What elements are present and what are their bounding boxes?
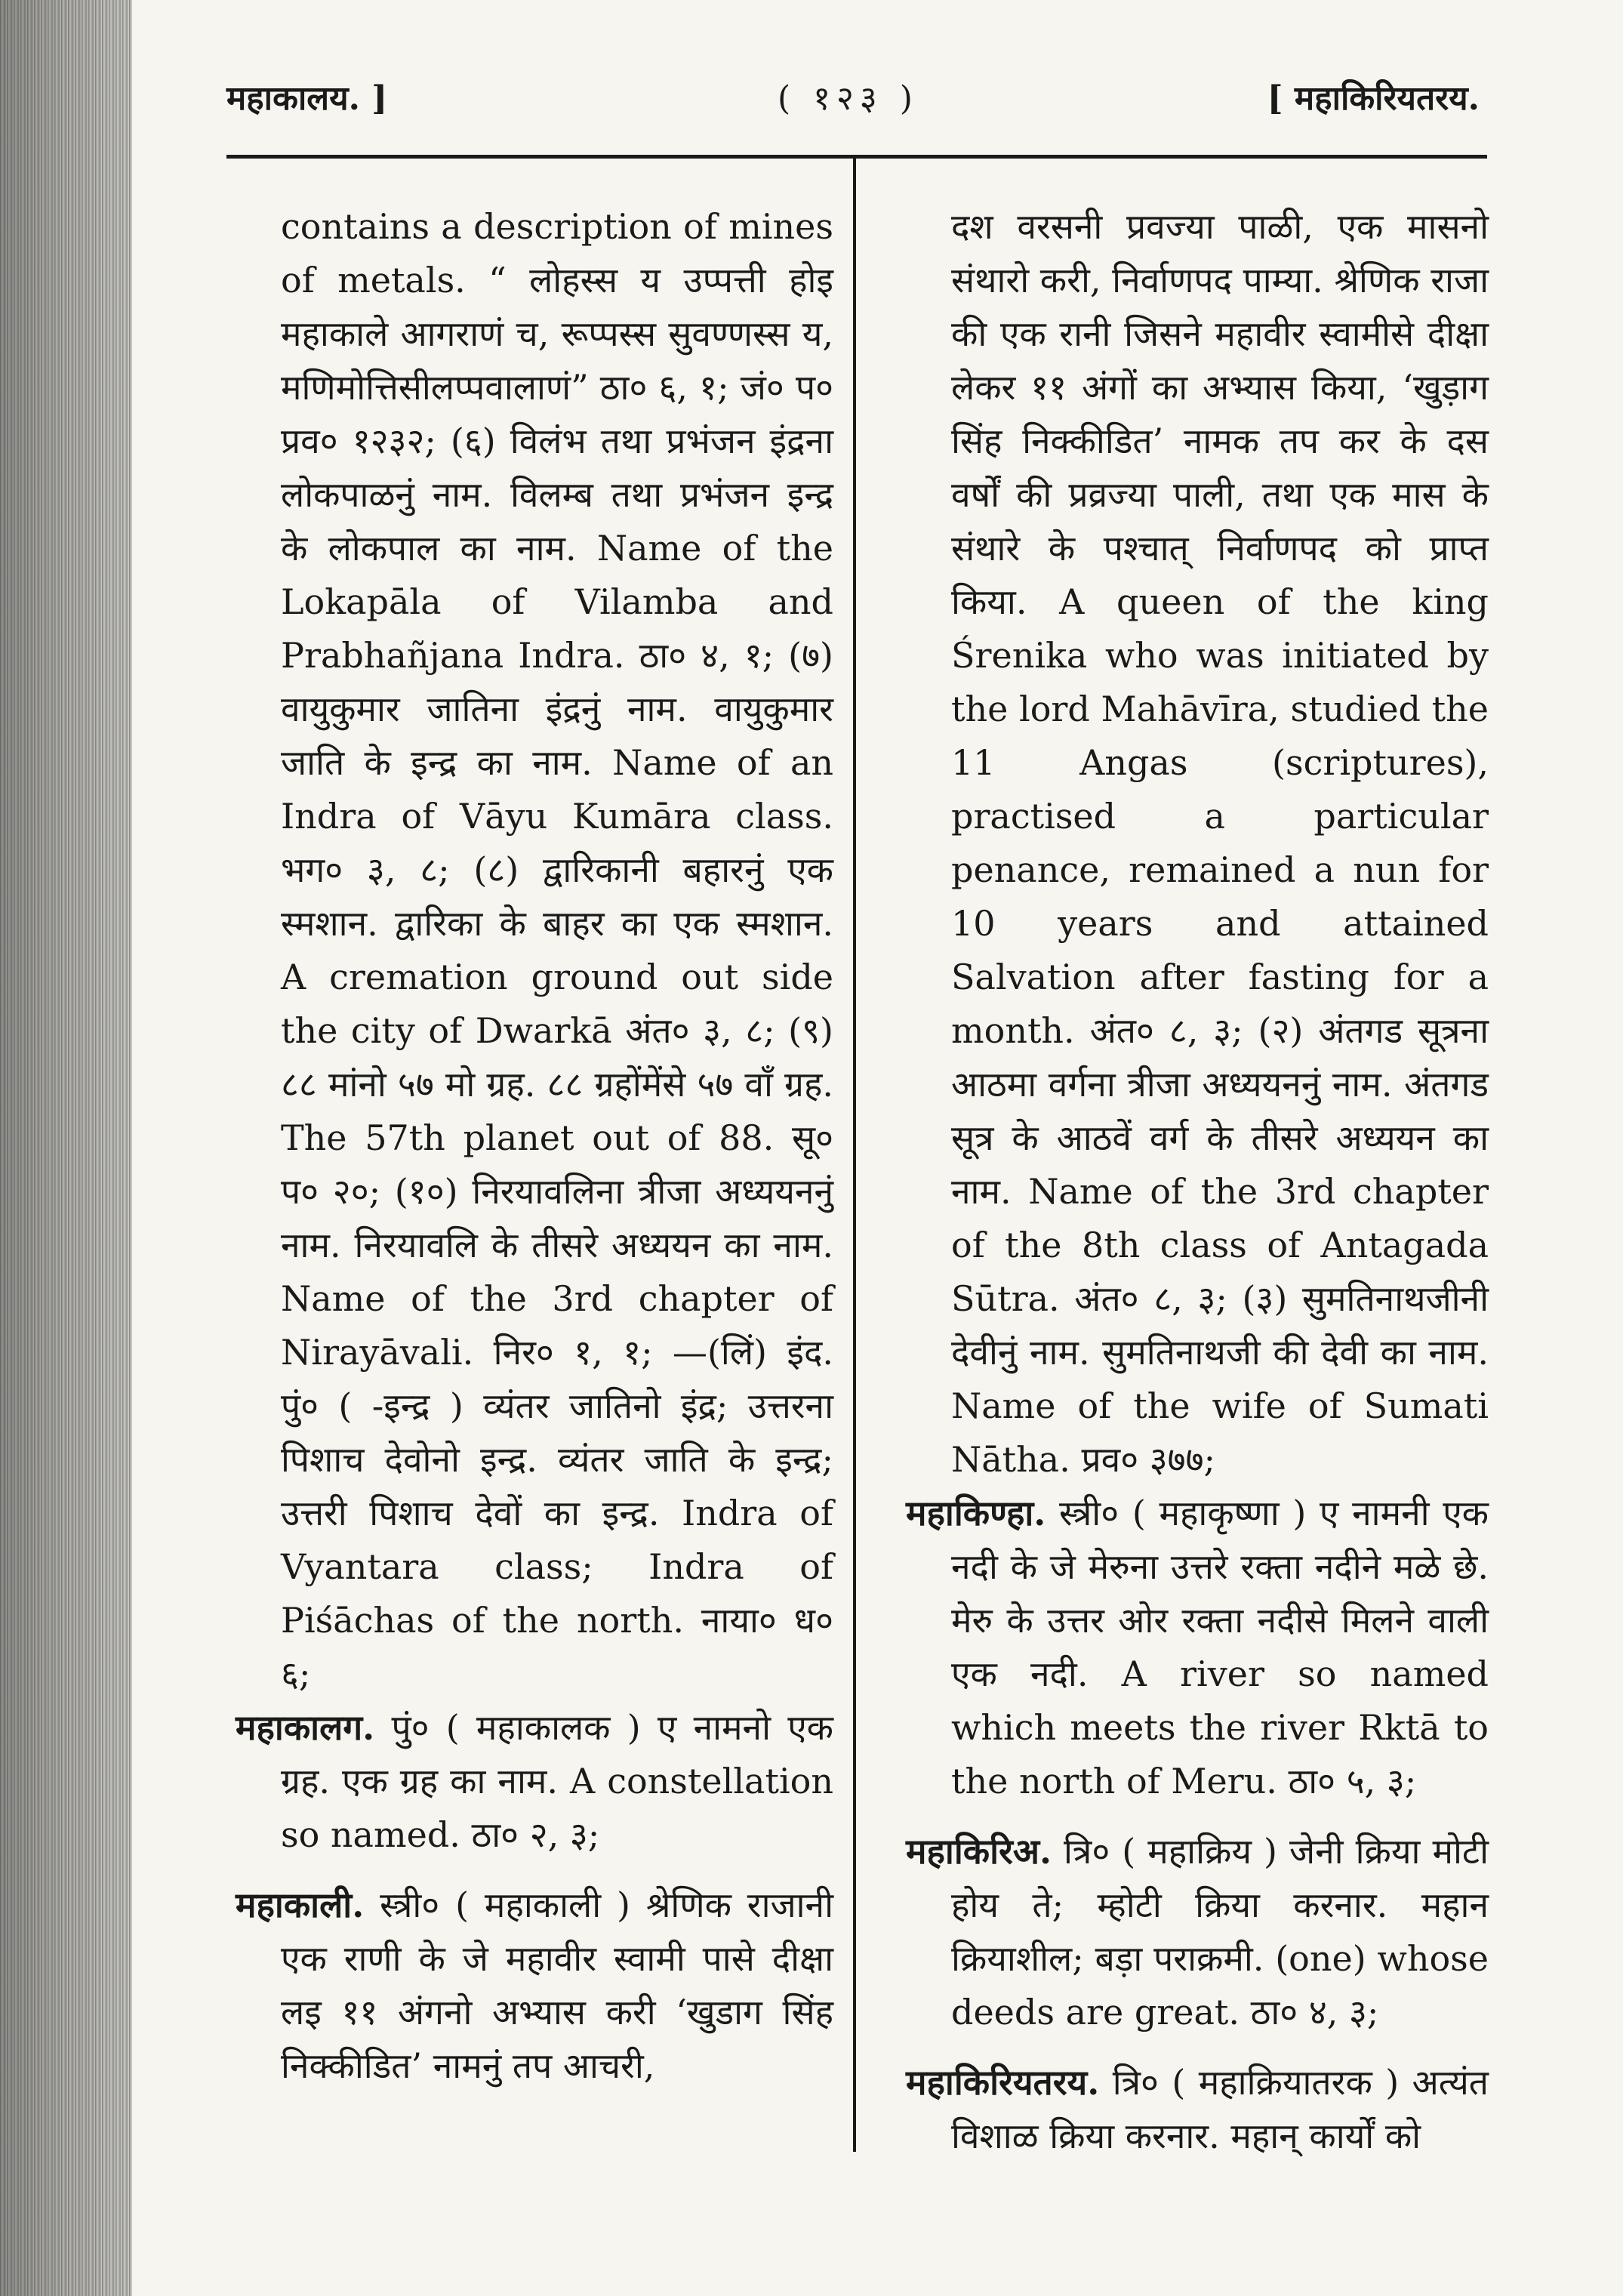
entry-headword: महाकालग.	[236, 1707, 375, 1748]
dictionary-entry	[906, 1825, 1489, 2039]
entry-body: त्रि० ( महाक्रियातरक ) अत्यंत विशाळ क्रिया करनार. महान् कार्यों को	[951, 2062, 1489, 2156]
header-right-guideword: [ महाकिरियतरय.	[1267, 79, 1480, 118]
right-continuation-text: दश वरसनी प्रवज्या पाळी, एक मासनो संथारो करी, निर्वाणपद पाम्या. श्रेणिक राजा की एक रानी जिसने महावीर स्वामीसे दीक्षा लेकर ११ अंगों का अभ्यास किया, ‘खुड़ाग सिंह निक्कीडित’ नामक तप कर के दस वर्षों की प्रव्रज्या पाली, तथा एक मास के संथारे के पश्चात् निर्वाणपद को प्राप्त किया. A queen of the king Śrenika who was initiated by the lord Mahāvīra, studied the 11 Angas (scriptures), practised a particular penance, remained a nun for 10 years and attained Salvation after fasting for a month. अंत० ८, ३; (२) अंतगड सूत्रना आठमा वर्गना त्रीजा अध्ययननुं नाम. अंतगड सूत्र के आठवें वर्ग के तीसरे अध्ययन का नाम. Name of the 3rd chapter of the 8th class of Antagada Sūtra. अंत० ८, ३; (३) सुमतिनाथजीनी देवीनुं नाम. सुमतिनाथजी की देवी का नाम. Name of the wife of Sumati Nātha. प्रव० ३७७;	[951, 206, 1489, 1480]
dictionary-entry	[236, 1701, 833, 1862]
entry-body: स्त्री० ( महाकाली ) श्रेणिक राजानी एक राणी के जे महावीर स्वामी पासे दीक्षा लइ ११ अंगनो अभ्यास करी ‘खुडाग सिंह निक्कीडित’ नामनुं तप आचरी,	[281, 1885, 833, 2086]
header-left-guideword: महाकालय. ]	[226, 79, 388, 118]
dictionary-entry	[906, 2056, 1489, 2163]
entry-body: पुं० ( महाकालक ) ए नामनो एक ग्रह. एक ग्रह का नाम. A constellation so named. ठा० २, ३;	[281, 1707, 833, 1855]
entry-headword: महाकिरिअ.	[906, 1831, 1052, 1872]
page-header	[226, 66, 1480, 127]
scan-edge	[0, 0, 132, 2296]
entry-headword: महाकिण्हा.	[906, 1493, 1046, 1533]
entry-headword: महाकिरियतरय.	[906, 2062, 1100, 2103]
page-number: ( १२३ )	[778, 79, 919, 118]
entry-body: स्त्री० ( महाकृष्णा ) ए नामनी एक नदी के जे मेरुना उत्तरे रक्ता नदीने मळे छे. मेरु के उत्तर ओर रक्ता नदीसे मिलने वाली एक नदी. A river so named which meets the river Rktā to the north of Meru. ठा० ५, ३;	[951, 1493, 1489, 1801]
right-column	[906, 200, 1489, 2180]
left-continuation-text: contains a description of mines of metals. “ लोहस्स य उप्पत्ती होइ महाकाले आगराणं च, रूप्पस्स सुवण्णस्स य, मणिमोत्तिसीलप्पवालाणं” ठा० ६, १; जं० प० प्रव० १२३२; (६) विलंभ तथा प्रभंजन इंद्रना लोकपाळनुं नाम. विलम्ब तथा प्रभंजन इन्द्र के लोकपाल का नाम. Name of the Lokapāla of Vilamba and Prabhañjana Indra. ठा० ४, १; (७) वायुकुमार जातिना इंद्रनुं नाम. वायुकुमार जाति के इन्द्र का नाम. Name of an Indra of Vāyu Kumāra class. भग० ३, ८; (८) द्वारिकानी बहारनुं एक स्मशान. द्वारिका के बाहर का एक स्मशान. A cremation ground out side the city of Dwarkā अंत० ३, ८; (९) ८८ मांनो ५७ मो ग्रह. ८८ ग्रहोंमेंसे ५७ वाँ ग्रह. The 57th planet out of 88. सू० प० २०; (१०) निरयावलिना त्रीजा अध्ययननुं नाम. निरयावलि के तीसरे अध्ययन का नाम. Name of the 3rd chapter of Nirayāvali. निर० १, १; —(लिं) इंद. पुं० ( -इन्द्र ) व्यंतर जातिनो इंद्र; उत्तरना पिशाच देवोनो इन्द्र. व्यंतर जाति के इन्द्र; उत्तरी पिशाच देवों का इन्द्र. Indra of Vyantara class; Indra of Piśāchas of the north. नाया० ध० ६;	[281, 206, 833, 1694]
dictionary-entry	[236, 1878, 833, 2093]
left-column	[236, 200, 833, 2110]
entry-headword: महाकाली.	[236, 1885, 365, 1925]
dictionary-entry	[906, 1487, 1489, 1808]
entry-body: त्रि० ( महाक्रिय ) जेनी क्रिया मोटी होय ते; म्होटी क्रिया करनार. महान क्रियाशील; बड़ा पराक्रमी. (one) whose deeds are great. ठा० ४, ३;	[951, 1831, 1489, 2032]
header-rule	[226, 155, 1487, 159]
column-divider	[853, 159, 856, 2152]
